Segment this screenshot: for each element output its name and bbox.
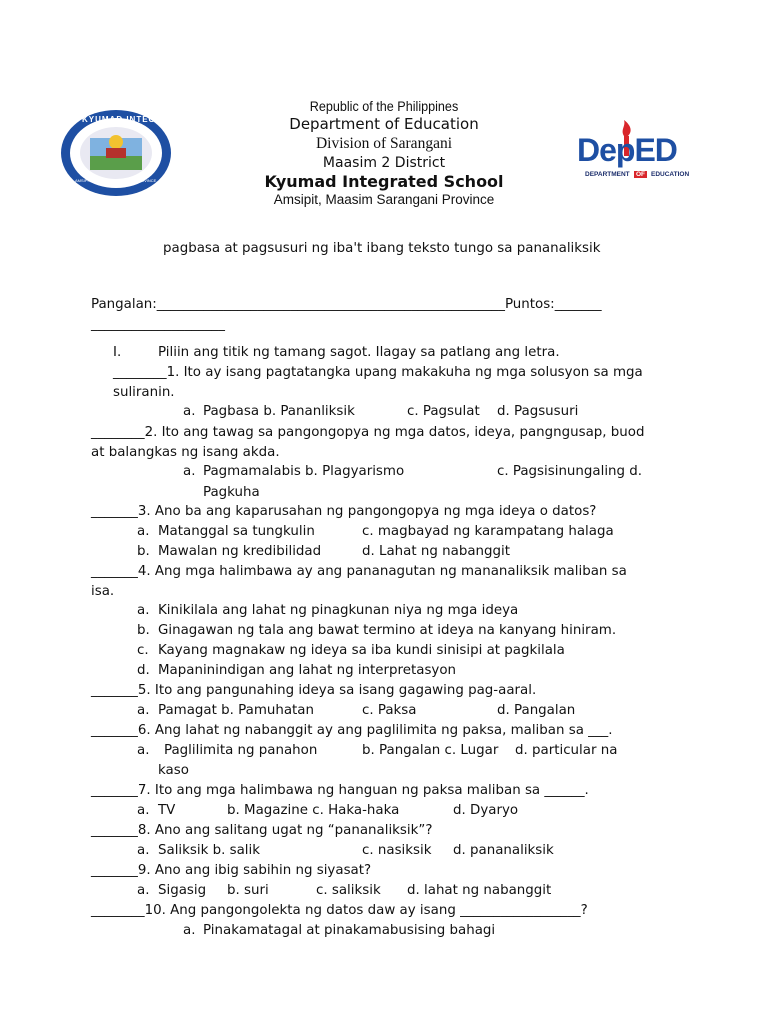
section-instruction: Piliin ang titik ng tamang sagot. Ilagay sa patlang ang letra. xyxy=(158,345,560,360)
q6-choice-a: Paglilimita ng panahon xyxy=(164,743,318,758)
q3-choice-a: Matanggal sa tungkulin xyxy=(158,524,315,539)
q5-choices-ab: Pamagat b. Pamuhatan xyxy=(158,703,314,718)
name-line-continuation: ____________________ xyxy=(91,317,225,332)
q1-choices-ab: Pagbasa b. Pananliksik xyxy=(203,404,355,419)
q6-choices-bc: b. Pangalan c. Lugar xyxy=(362,743,499,758)
republic-line: Republic of the Philippines xyxy=(309,98,459,114)
seal-ring-text: KYUMAD INTEGRATED SCHOOL xyxy=(82,115,232,124)
q8-choice-d: d. pananaliksik xyxy=(453,843,554,858)
q7-choice-d: d. Dyaryo xyxy=(453,803,519,818)
q10-choice-a: Pinakamatagal at pinakamabusising bahagi xyxy=(203,923,496,938)
q3-choice-c: c. magbayad ng karampatang halaga xyxy=(362,524,614,539)
deped-subtitle-left: DEPARTMENT xyxy=(585,171,630,178)
q6-choice-d: d. particular na xyxy=(515,743,618,758)
q5-choice-a-label: a. xyxy=(137,703,150,718)
q4-choice-d-label: d. xyxy=(137,663,150,678)
question-3: _______3. Ano ba ang kaparusahan ng pangongopya ng mga ideya o datos? xyxy=(91,504,597,519)
q8-choice-a-label: a. xyxy=(137,843,150,858)
deped-subtitle-right: EDUCATION xyxy=(651,171,690,178)
q8-choice-c: c. nasiksik xyxy=(362,843,432,858)
q7-choice-a-label: a. xyxy=(137,803,150,818)
q4-choice-a: Kinikilala ang lahat ng pinagkunan niya ng mga ideya xyxy=(158,603,519,618)
school-address: Amsipit, Maasim Sarangani Province xyxy=(273,192,495,207)
q4-choice-a-label: a. xyxy=(137,603,150,618)
q10-choice-a-label: a. xyxy=(183,923,196,938)
q4-choice-b-label: b. xyxy=(137,623,150,638)
q6-choice-d-cont: kaso xyxy=(158,763,189,778)
question-6: _______6. Ang lahat ng nabanggit ay ang paglilimita ng paksa, maliban sa ___. xyxy=(91,723,613,738)
q9-choice-a-label: a. xyxy=(137,883,150,898)
q2-choices-ab: Pagmamalabis b. Plagyarismo xyxy=(203,464,405,479)
q6-choice-a-label: a. xyxy=(137,743,150,758)
division-line: Division of Sarangani xyxy=(315,135,453,152)
q4-choice-c: Kayang magnakaw ng ideya sa iba kundi sinisipi at pagkilala xyxy=(158,643,565,658)
q8-choices-ab: Saliksik b. salik xyxy=(158,843,260,858)
question-4-cont: isa. xyxy=(91,584,115,599)
question-7: _______7. Ito ang mga halimbawa ng hanguan ng paksa maliban sa ______. xyxy=(91,783,589,798)
q1-choice-d: d. Pagsusuri xyxy=(497,404,579,419)
q9-choice-c: c. saliksik xyxy=(316,883,381,898)
question-10: ________10. Ang pangongolekta ng datos daw ay isang __________________? xyxy=(91,903,588,918)
question-4: _______4. Ang mga halimbawa ay ang pananagutan ng mananaliksik maliban sa xyxy=(91,564,627,579)
q4-choice-b: Ginagawan ng tala ang bawat termino at ideya na kanyang hiniram. xyxy=(158,623,617,638)
name-score-line: Pangalan:____________________________________________________Puntos:_______ xyxy=(91,297,602,312)
q5-choice-c: c. Paksa xyxy=(362,703,417,718)
q7-choices-bc: b. Magazine c. Haka-haka xyxy=(227,803,400,818)
deped-wordmark: DepED xyxy=(577,132,677,168)
q9-choice-b: b. suri xyxy=(227,883,269,898)
q3-choice-b-label: b. xyxy=(137,544,150,559)
q1-choice-a-label: a. xyxy=(183,404,196,419)
q2-choice-a-label: a. xyxy=(183,464,196,479)
q2-choice-d: Pagkuha xyxy=(203,485,260,500)
q3-choice-b: Mawalan ng kredibilidad xyxy=(158,544,322,559)
q1-choice-c: c. Pagsulat xyxy=(407,404,480,419)
seal-bottom-text: AMSIPIT, MAASIM, SARANGANI PROVINCE xyxy=(75,178,157,183)
deped-subtitle-of: OF xyxy=(636,171,646,178)
q9-choice-a: Sigasig xyxy=(158,883,207,898)
school-name: Kyumad Integrated School xyxy=(264,172,504,191)
q7-choice-a: TV xyxy=(158,803,176,818)
department-line: Department of Education xyxy=(289,115,479,133)
q2-choice-c: c. Pagsisinungaling d. xyxy=(497,464,643,479)
question-1-cont: suliranin. xyxy=(113,385,175,400)
question-5: _______5. Ito ang pangunahing ideya sa isang gagawing pag-aaral. xyxy=(91,683,537,698)
q4-choice-c-label: c. xyxy=(137,643,149,658)
document-title: pagbasa at pagsusuri ng iba't ibang teksto tungo sa pananaliksik xyxy=(163,241,601,256)
q3-choice-d: d. Lahat ng nabanggit xyxy=(362,544,510,559)
question-8: _______8. Ano ang salitang ugat ng “pananaliksik”? xyxy=(91,823,433,838)
section-number: I. xyxy=(113,345,122,360)
question-2-cont: at balangkas ng isang akda. xyxy=(91,445,280,460)
q4-choice-d: Mapaninindigan ang lahat ng interpretasyon xyxy=(158,663,457,678)
q9-choice-d: d. lahat ng nabanggit xyxy=(407,883,552,898)
district-line: Maasim 2 District xyxy=(322,155,446,171)
question-2: ________2. Ito ang tawag sa pangongopya ng mga datos, ideya, pangngusap, buod xyxy=(91,425,645,440)
question-1: ________1. Ito ay isang pagtatangka upang makakuha ng mga solusyon sa mga xyxy=(113,365,643,380)
question-9: _______9. Ano ang ibig sabihin ng siyasat? xyxy=(91,863,372,878)
q3-choice-a-label: a. xyxy=(137,524,150,539)
q5-choice-d: d. Pangalan xyxy=(497,703,576,718)
